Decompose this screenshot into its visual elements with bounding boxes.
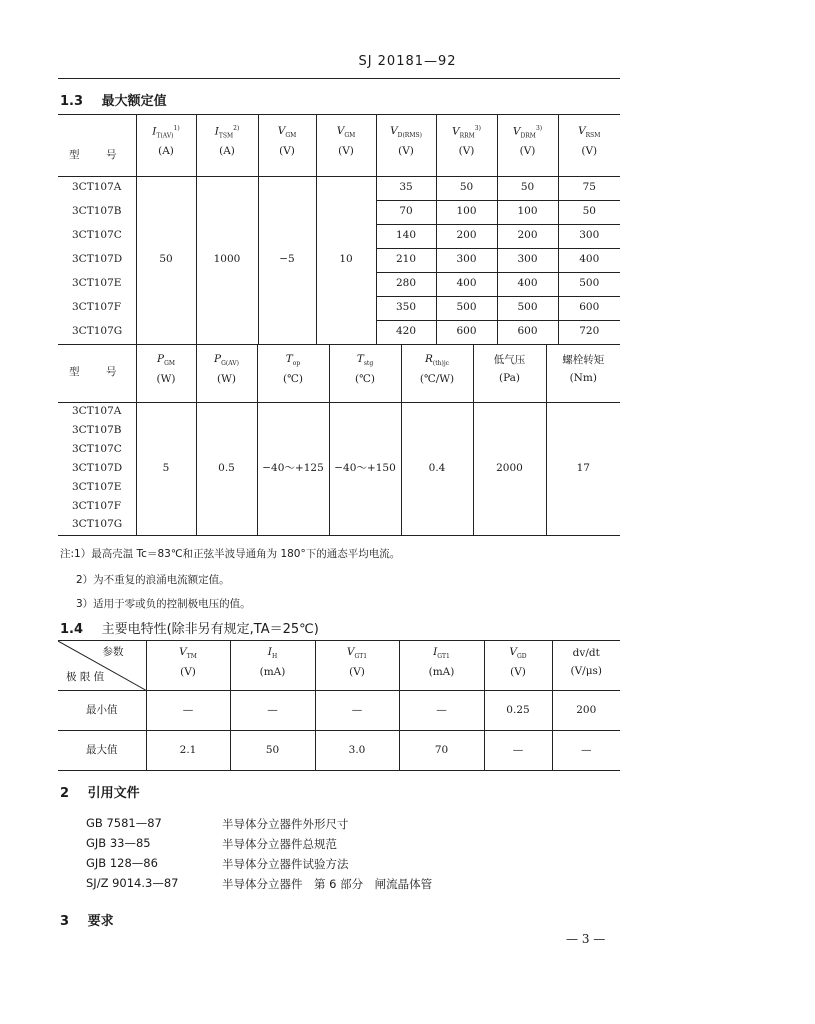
value-cell: 2.1 [146,731,230,771]
max-ratings-table-2 [58,344,620,536]
param-unit: (℃) [283,373,303,386]
reference-title: 半导体分立器件 第 6 部分 闸流晶体管 [222,877,433,891]
value-cell: 35 [376,176,436,200]
param-symbol: 低气压 [493,354,526,367]
param-unit: (℃) [355,373,375,386]
param-unit: (Pa) [498,371,521,384]
value-cell: 400 [497,272,558,296]
corner-cell [58,641,146,691]
value-cell: — [552,731,620,771]
value-cell: 50 [436,176,497,200]
doc-number: SJ 20181—92 [358,54,457,69]
shared-value-cell: 2000 [473,402,546,535]
model-cell: 3CT107G [58,320,136,344]
param-subscript: (th)jc [432,360,450,368]
section-3-heading [60,910,114,929]
param-unit: (℃/W) [419,373,455,386]
param-symbol: V [336,125,345,138]
header-cell [497,114,558,176]
param-unit: (V) [398,145,414,158]
param-subscript: RSM [585,132,601,140]
corner-bottom-label: 极 限 值 [66,671,105,684]
value-cell: 140 [376,224,436,248]
corner-top-label: 参数 [102,646,124,658]
shared-value-cell: −40～+125 [257,402,329,535]
header-cell [552,641,620,691]
value-cell: 350 [376,296,436,320]
value-cell: 50 [497,176,558,200]
value-cell: 600 [436,320,497,344]
value-cell: 210 [376,248,436,272]
value-cell: 100 [436,200,497,224]
param-symbol: R [424,353,433,366]
shared-value-cell: 0.4 [401,402,473,535]
value-cell: — [230,691,315,731]
value-cell: 50 [558,200,620,224]
model-cell: 3CT107C [72,442,122,455]
param-symbol: P [214,353,222,366]
param-symbol: V [346,646,355,659]
row-label: 最小值 [58,691,146,731]
param-unit: (V) [349,665,365,678]
param-subscript: GM [164,360,175,368]
param-subscript: GT1 [354,653,368,661]
param-symbol: dv/dt [572,647,600,660]
model-cell: 3CT107G [58,516,136,535]
header-cell [558,114,620,176]
shared-value-cell: 50 [136,176,196,344]
header-cell [399,641,484,691]
section-title: 主要电特性(除非另有规定,TA＝25℃) [101,622,319,637]
param-symbol: V [452,125,460,138]
header-cell [136,114,196,176]
param-unit: (mA) [428,665,455,678]
param-symbol: V [179,646,187,659]
reference-title: 半导体分立器件总规范 [222,837,337,851]
header-cell [473,344,546,402]
value-cell: 400 [558,248,620,272]
note-1: 注:1）最高壳温 Tc＝83℃和正弦半波导通角为 180°下的通态平均电流。 [60,548,401,560]
page-number: — 3 — [566,932,606,946]
header-cell [484,641,552,691]
param-unit: (V) [279,145,295,158]
value-cell: — [484,731,552,771]
header-cell [546,344,620,402]
param-subscript: GM [285,132,297,140]
model-cell: 3CT107A [72,404,122,417]
model-cell: 3CT107F [72,301,122,314]
row-label: 最大值 [58,731,146,771]
reference-code: GJB 33—85 [86,836,151,850]
header-rule [58,78,620,79]
param-subscript: stg [363,360,374,368]
value-cell: 600 [497,320,558,344]
value-cell: 70 [376,200,436,224]
value-cell: 600 [558,296,620,320]
reference-code: GB 7581—87 [86,816,162,830]
note-3: 3）适用于零或负的控制极电压的值。 [76,598,251,610]
value-cell: 100 [497,200,558,224]
param-symbol: T [356,353,364,366]
param-unit: (W) [156,373,176,386]
param-subscript: GD [516,653,527,661]
section-number: 3 [60,914,70,929]
section-1-3-heading [60,90,167,109]
section-title: 要求 [87,914,114,929]
model-cell: 3CT107E [72,480,122,493]
header-cell [196,114,258,176]
param-subscript: TSM [218,132,234,140]
section-number: 1.4 [60,622,84,637]
section-1-4-heading [60,618,319,637]
max-ratings-table-1 [58,114,620,345]
param-unit: (V) [180,665,196,678]
param-symbol: V [277,125,286,138]
header-cell [136,344,196,402]
model-cell: 3CT107A [72,181,122,194]
reference-code: GJB 128—86 [86,856,158,870]
value-cell: 50 [230,731,315,771]
value-cell: 300 [558,224,620,248]
param-symbol: I [214,125,219,138]
param-unit: (mA) [259,665,286,678]
reference-title: 半导体分立器件外形尺寸 [222,817,349,831]
param-symbol: V [509,646,517,659]
param-symbol: I [152,125,157,138]
reference-code: SJ/Z 9014.3—87 [86,876,179,890]
header-cell [146,641,230,691]
param-subscript: op [292,360,301,368]
param-footnote: 3) [474,125,481,133]
value-cell: 200 [436,224,497,248]
value-cell: 3.0 [315,731,399,771]
header-cell [329,344,401,402]
param-footnote: 3) [535,125,543,133]
value-cell: — [399,691,484,731]
value-cell: 500 [497,296,558,320]
model-cell: 3CT107C [72,229,122,242]
value-cell: 70 [399,731,484,771]
param-symbol: P [156,353,165,366]
param-subscript: GT1 [437,653,450,661]
value-cell: 0.25 [484,691,552,731]
param-symbol: V [512,125,521,138]
shared-value-cell: 10 [316,176,376,344]
header-cell [315,641,399,691]
model-cell: 3CT107E [72,277,122,290]
section-title: 引用文件 [87,786,140,801]
section-number: 2 [60,786,70,801]
param-subscript: D(RMS) [397,132,422,140]
param-subscript: H [271,653,278,661]
param-unit: (V) [581,145,598,158]
param-footnote: 1) [173,125,180,133]
header-cell [316,114,376,176]
param-unit: (Nm) [569,371,597,384]
shared-value-cell: 17 [546,402,620,535]
value-cell: 200 [497,224,558,248]
header-cell [436,114,497,176]
header-cell [230,641,315,691]
param-symbol: I [267,646,272,659]
header-cell [196,344,257,402]
table-row [58,731,620,771]
param-symbol: V [390,125,398,138]
model-cell: 3CT107B [72,205,122,218]
diagonal-divider [58,641,146,690]
shared-value-cell: 1000 [196,176,258,344]
param-unit: (V) [458,145,475,158]
value-cell: 200 [552,691,620,731]
value-cell: 300 [497,248,558,272]
section-2-heading [60,782,140,801]
header-cell [401,344,473,402]
shared-value-cell: 5 [136,402,196,535]
model-cell: 3CT107D [72,461,123,474]
param-symbol: T [285,353,293,366]
param-unit: (V) [338,145,354,158]
value-cell: 500 [558,272,620,296]
shared-value-cell: −5 [258,176,316,344]
value-cell: 75 [558,176,620,200]
value-cell: 500 [436,296,497,320]
value-cell: — [146,691,230,731]
header-cell [257,344,329,402]
model-header: 型 号 [58,344,136,402]
param-subscript: RRM [459,132,475,140]
param-subscript: GM [344,132,356,140]
reference-title: 半导体分立器件试验方法 [222,857,349,871]
param-unit: (A) [158,145,174,158]
param-unit: (A) [219,145,235,158]
value-cell: — [315,691,399,731]
table-row [58,402,620,421]
param-footnote: 2) [233,125,240,133]
model-cell: 3CT107F [72,499,122,512]
param-symbol: I [433,646,438,659]
param-subscript: T(AV) [156,132,174,140]
model-cell: 3CT107D [72,253,123,266]
value-cell: 420 [376,320,436,344]
electrical-characteristics-table [58,640,620,771]
param-subscript: TM [186,653,197,661]
model-cell: 3CT107B [72,423,122,436]
shared-value-cell: 0.5 [196,402,257,535]
value-cell: 300 [436,248,497,272]
param-unit: (W) [217,373,236,386]
header-cell [376,114,436,176]
param-unit: (V) [519,145,536,158]
shared-value-cell: −40～+150 [329,402,401,535]
param-subscript: G(AV) [221,360,239,368]
param-symbol: 螺栓转矩 [562,354,605,367]
section-title: 最大额定值 [101,94,167,109]
param-unit: (V) [510,665,526,678]
value-cell: 280 [376,272,436,296]
param-unit: (V/μs) [570,664,603,677]
param-symbol: V [578,125,586,138]
note-2: 2）为不重复的浪涌电流额定值。 [76,574,230,586]
param-subscript: DRM [520,132,536,140]
value-cell: 400 [436,272,497,296]
header-cell [258,114,316,176]
section-number: 1.3 [60,94,84,109]
value-cell: 720 [558,320,620,344]
model-header: 型 号 [58,114,136,176]
table-row [58,176,620,200]
table-row [58,691,620,731]
